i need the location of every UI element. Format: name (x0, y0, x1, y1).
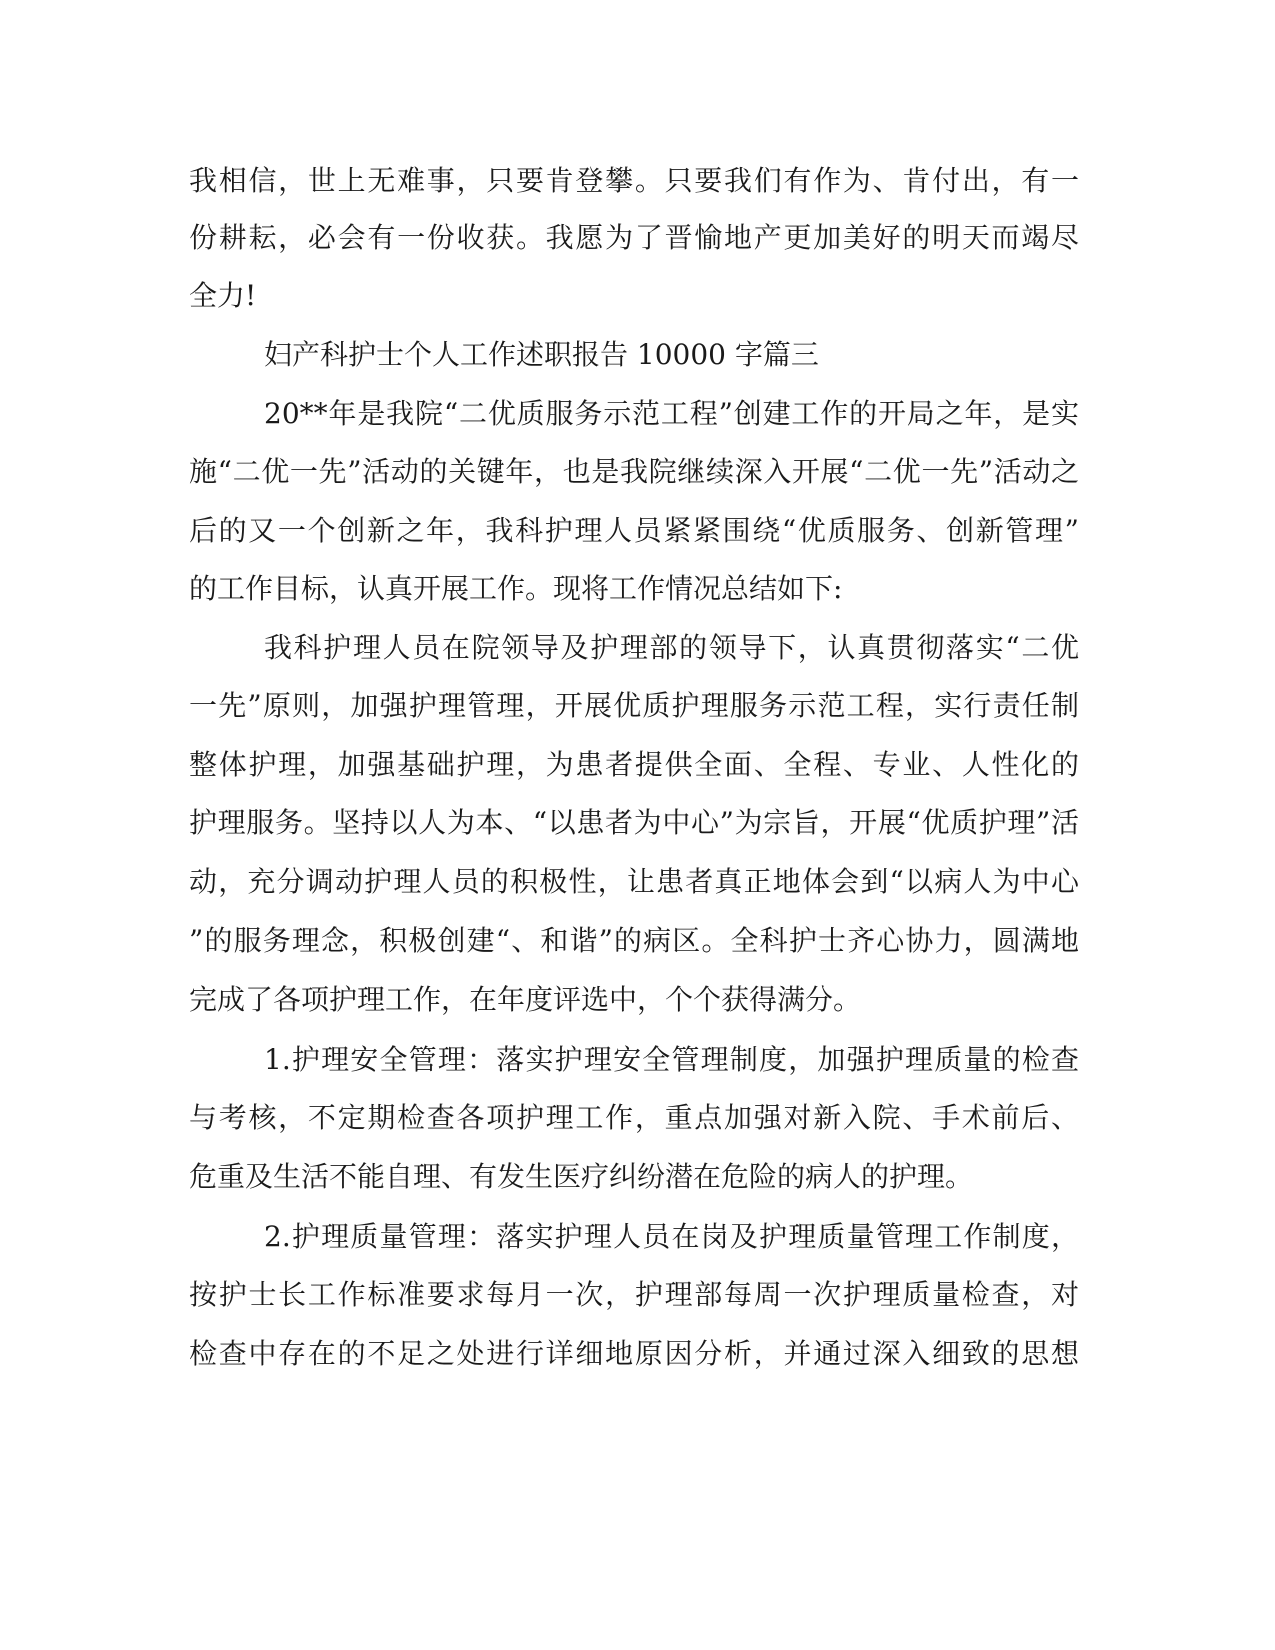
paragraph-1-line-1: 20**年是我院“二优质服务示范工程”创建工作的开局之年，是实 (264, 397, 1079, 430)
section-title: 妇产科护士个人工作述职报告 10000 字篇三 (264, 338, 819, 371)
intro-line-1: 我相信，世上无难事，只要肯登攀。只要我们有作为、肯付出，有一 (189, 164, 1079, 197)
intro-line-3: 全力! (189, 279, 257, 312)
paragraph-2-line-3: 整体护理，加强基础护理，为患者提供全面、全程、专业、人性化的 (189, 748, 1079, 781)
intro-line-2: 份耕耘，必会有一份收获。我愿为了晋愉地产更加美好的明天而竭尽 (189, 221, 1079, 254)
paragraph-4-line-1: 2.护理质量管理：落实护理人员在岗及护理质量管理工作制度， (264, 1220, 1079, 1253)
paragraph-2-line-2: 一先”原则，加强护理管理，开展优质护理服务示范工程，实行责任制 (189, 689, 1079, 722)
paragraph-4-line-3: 检查中存在的不足之处进行详细地原因分析，并通过深入细致的思想 (189, 1337, 1079, 1370)
paragraph-2-line-5: 动，充分调动护理人员的积极性，让患者真正地体会到“以病人为中心 (189, 865, 1079, 898)
paragraph-2-line-1: 我科护理人员在院领导及护理部的领导下，认真贯彻落实“二优 (264, 631, 1079, 664)
paragraph-3-line-1: 1.护理安全管理：落实护理安全管理制度，加强护理质量的检查 (264, 1043, 1079, 1076)
paragraph-1-line-2: 施“二优一先”活动的关键年，也是我院继续深入开展“二优一先”活动之 (189, 455, 1079, 488)
paragraph-1-line-3: 后的又一个创新之年，我科护理人员紧紧围绕“优质服务、创新管理” (189, 514, 1079, 547)
paragraph-4-line-2: 按护士长工作标准要求每月一次，护理部每周一次护理质量检查，对 (189, 1278, 1079, 1311)
paragraph-3-line-2: 与考核，不定期检查各项护理工作，重点加强对新入院、手术前后、 (189, 1101, 1079, 1134)
paragraph-2-line-6: ”的服务理念，积极创建“、和谐”的病区。全科护士齐心协力，圆满地 (189, 924, 1079, 957)
paragraph-2-line-4: 护理服务。坚持以人为本、“以患者为中心”为宗旨，开展“优质护理”活 (189, 806, 1079, 839)
paragraph-2-line-7: 完成了各项护理工作，在年度评选中，个个获得满分。 (189, 983, 862, 1016)
paragraph-1-line-4: 的工作目标，认真开展工作。现将工作情况总结如下: (189, 572, 843, 605)
paragraph-3-line-3: 危重及生活不能自理、有发生医疗纠纷潜在危险的病人的护理。 (189, 1160, 974, 1193)
